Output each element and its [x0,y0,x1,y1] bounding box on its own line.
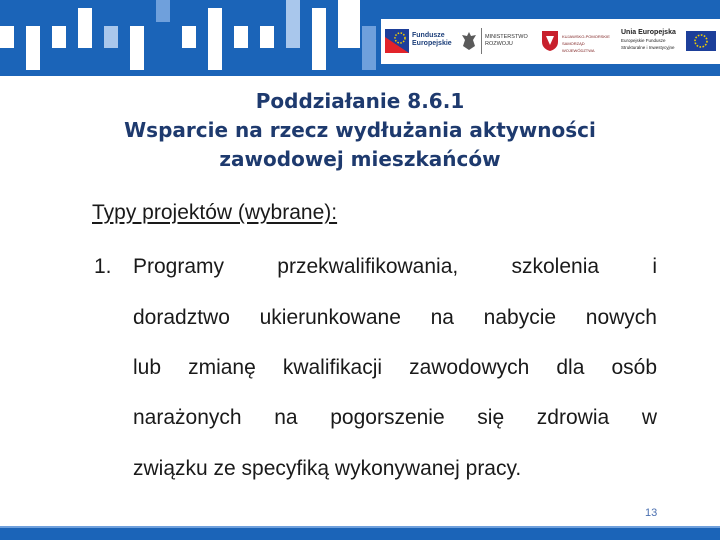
header-decor-block [234,26,248,48]
header-decor-block [338,0,360,48]
page-number: 13 [645,507,658,519]
section-heading: Typy projektów (wybrane): [92,201,338,224]
header-decor-block [0,26,14,48]
logo-strip [381,19,720,64]
ministry-label-line2: ROZWOJU [485,41,513,47]
eu-label-line2: Europejskie Fundusze [621,37,666,43]
fundusze-europejskie-logo [385,19,455,64]
region-label-line1: KUJAWSKO-POMORSKIE [562,34,610,39]
header-banner [0,0,720,76]
fe-label-line1: Fundusze [412,32,445,39]
header-decor-block [26,26,40,70]
list-item-line-5: związku ze specyfiką wykonywanej pracy. [133,457,522,480]
title-line-1: Poddziałanie 8.6.1 [255,89,465,113]
header-decor-block [52,26,66,48]
header-decor-block [286,0,300,48]
header-decor-block [208,8,222,70]
ministry-divider [481,28,482,54]
eu-label-line3: Strukturalne i Inwestycyjne [621,45,675,50]
fe-label-line2: Europejskie [412,40,452,47]
header-decor-block [182,26,196,48]
eagle-emblem-icon [461,31,477,51]
list-item-number: 1. [94,255,112,278]
header-decor-block [78,8,92,48]
ministry-logo [461,19,539,64]
header-decor-block [130,26,144,70]
eu-flag-icon [686,31,716,51]
header-decor-block [156,0,170,22]
header-decor-block [312,8,326,70]
header-decor-block [362,26,376,70]
eu-logo [617,19,720,64]
list-item-line-2: doradztwo ukierunkowane na nabycie nowych [133,306,657,329]
list-item-line-4: narażonych na pogorszenie się zdrowia w [133,406,657,429]
footer-bar [0,528,720,540]
list-item-line-1: Programy przekwalifikowania, szkolenia i [133,255,657,278]
region-logo [541,19,613,64]
list-item-line-3: lub zmianę kwalifikacji zawodowych dla osób [133,356,657,379]
title-line-2: Wsparcie na rzecz wydłużania aktywności [124,118,596,142]
eu-label-line1: Unia Europejska [621,29,676,36]
slide-title [60,87,660,174]
header-decor-block [260,26,274,48]
ministry-label-line1: MINISTERSTWO [485,34,528,40]
title-line-3: zawodowej mieszkańców [219,147,501,171]
fe-flag-icon [385,29,409,53]
header-decor-block [104,26,118,48]
region-crest-icon [541,30,559,52]
region-label-line2: SAMORZĄD WOJEWÓDZTWA [562,41,595,53]
